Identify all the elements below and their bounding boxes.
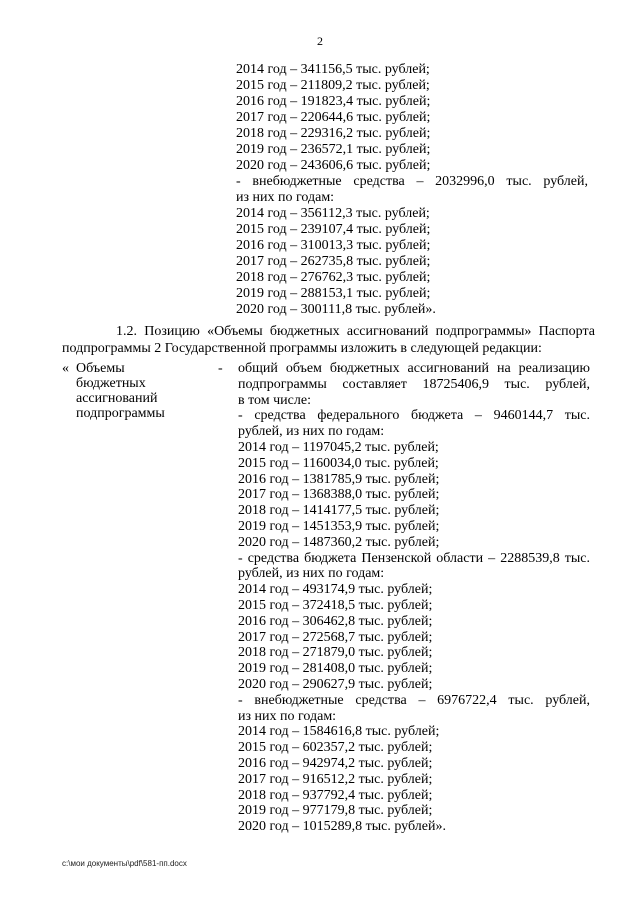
value-line: общий объем бюджетных ассигнований на реализацию bbox=[238, 361, 590, 376]
value-line: рублей, из них по годам: bbox=[238, 566, 385, 582]
opening-quote: « bbox=[62, 361, 69, 376]
funding-heading-line: - внебюджетные средства – 2032996,0 тыс. рублей, bbox=[236, 174, 588, 189]
funding-line: 2014 год – 356112,3 тыс. рублей; bbox=[236, 206, 430, 221]
value-line: 2020 год – 290627,9 тыс. рублей; bbox=[238, 676, 433, 692]
value-line: 2017 год – 1368388,0 тыс. рублей; bbox=[238, 487, 440, 503]
value-line: 2015 год – 602357,2 тыс. рублей; bbox=[238, 740, 433, 756]
top-funding-list bbox=[236, 62, 588, 318]
value-line: 2019 год – 1451353,9 тыс. рублей; bbox=[238, 518, 440, 534]
value-line: 2018 год – 271879,0 тыс. рублей; bbox=[238, 645, 433, 661]
value-line: из них по годам: bbox=[238, 708, 337, 724]
funding-line: из них по годам: bbox=[236, 190, 335, 205]
funding-line: 2016 год – 310013,3 тыс. рублей; bbox=[236, 238, 431, 253]
label-line: подпрограммы bbox=[76, 406, 165, 421]
funding-line: 2018 год – 276762,3 тыс. рублей; bbox=[236, 270, 431, 285]
value-line: - средства федерального бюджета – 9460144,7 тыс. bbox=[238, 408, 590, 424]
funding-line: 2017 год – 220644,6 тыс. рублей; bbox=[236, 110, 431, 125]
value-line: 2018 год – 937792,4 тыс. рублей; bbox=[238, 787, 433, 803]
value-line: подпрограммы составляет 18725406,9 тыс. рублей, bbox=[238, 376, 590, 392]
funding-line: 2019 год – 236572,1 тыс. рублей; bbox=[236, 142, 431, 157]
label-line: Объемы bbox=[76, 361, 125, 376]
value-line: 2014 год – 1584616,8 тыс. рублей; bbox=[238, 724, 440, 740]
value-line: 2014 год – 493174,9 тыс. рублей; bbox=[238, 582, 433, 598]
passport-position-label bbox=[62, 361, 232, 421]
separator-dash: - bbox=[218, 361, 223, 376]
funding-line: 2016 год – 191823,4 тыс. рублей; bbox=[236, 94, 431, 109]
value-line: 2016 год – 942974,2 тыс. рублей; bbox=[238, 755, 433, 771]
value-line: - средства бюджета Пензенской области – 2288539,8 тыс. bbox=[238, 550, 590, 566]
passport-position-value bbox=[238, 361, 590, 835]
funding-line: 2020 год – 300111,8 тыс. рублей». bbox=[236, 302, 436, 317]
value-line: 2020 год – 1487360,2 тыс. рублей; bbox=[238, 534, 440, 550]
funding-line: 2019 год – 288153,1 тыс. рублей; bbox=[236, 286, 431, 301]
label-line: ассигнований bbox=[76, 391, 158, 406]
value-line: 2019 год – 977179,8 тыс. рублей; bbox=[238, 803, 433, 819]
value-line: 2017 год – 916512,2 тыс. рублей; bbox=[238, 771, 433, 787]
funding-line: 2018 год – 229316,2 тыс. рублей; bbox=[236, 126, 431, 141]
value-line: 2016 год – 306462,8 тыс. рублей; bbox=[238, 613, 433, 629]
value-line: 2016 год – 1381785,9 тыс. рублей; bbox=[238, 471, 440, 487]
value-line: 2020 год – 1015289,8 тыс. рублей». bbox=[238, 819, 446, 835]
value-line: 2018 год – 1414177,5 тыс. рублей; bbox=[238, 503, 440, 519]
value-line: 2015 год – 1160034,0 тыс. рублей; bbox=[238, 455, 439, 471]
paragraph-line: подпрограммы 2 Государственной программы изложить в следующей редакции: bbox=[62, 341, 542, 356]
file-path-footer: c:\мои документы\pdf\581-пп.docx bbox=[62, 859, 187, 868]
value-line: 2017 год – 272568,7 тыс. рублей; bbox=[238, 629, 433, 645]
amendment-paragraph bbox=[62, 323, 595, 357]
funding-line: 2015 год – 239107,4 тыс. рублей; bbox=[236, 222, 431, 237]
value-line: рублей, из них по годам: bbox=[238, 424, 385, 440]
funding-line: 2015 год – 211809,2 тыс. рублей; bbox=[236, 78, 430, 93]
funding-line: 2020 год – 243606,6 тыс. рублей; bbox=[236, 158, 431, 173]
value-line: 2015 год – 372418,5 тыс. рублей; bbox=[238, 597, 433, 613]
paragraph-line: 1.2. Позицию «Объемы бюджетных ассигнований подпрограммы» Паспорта bbox=[116, 324, 595, 339]
funding-line: 2017 год – 262735,8 тыс. рублей; bbox=[236, 254, 431, 269]
funding-line: 2014 год – 341156,5 тыс. рублей; bbox=[236, 62, 430, 77]
value-line: - внебюджетные средства – 6976722,4 тыс. рублей, bbox=[238, 692, 590, 708]
page-number: 2 bbox=[317, 34, 323, 48]
value-line: 2019 год – 281408,0 тыс. рублей; bbox=[238, 661, 433, 677]
value-line: в том числе: bbox=[238, 392, 311, 408]
value-line: 2014 год – 1197045,2 тыс. рублей; bbox=[238, 439, 439, 455]
label-line: бюджетных bbox=[76, 376, 146, 391]
